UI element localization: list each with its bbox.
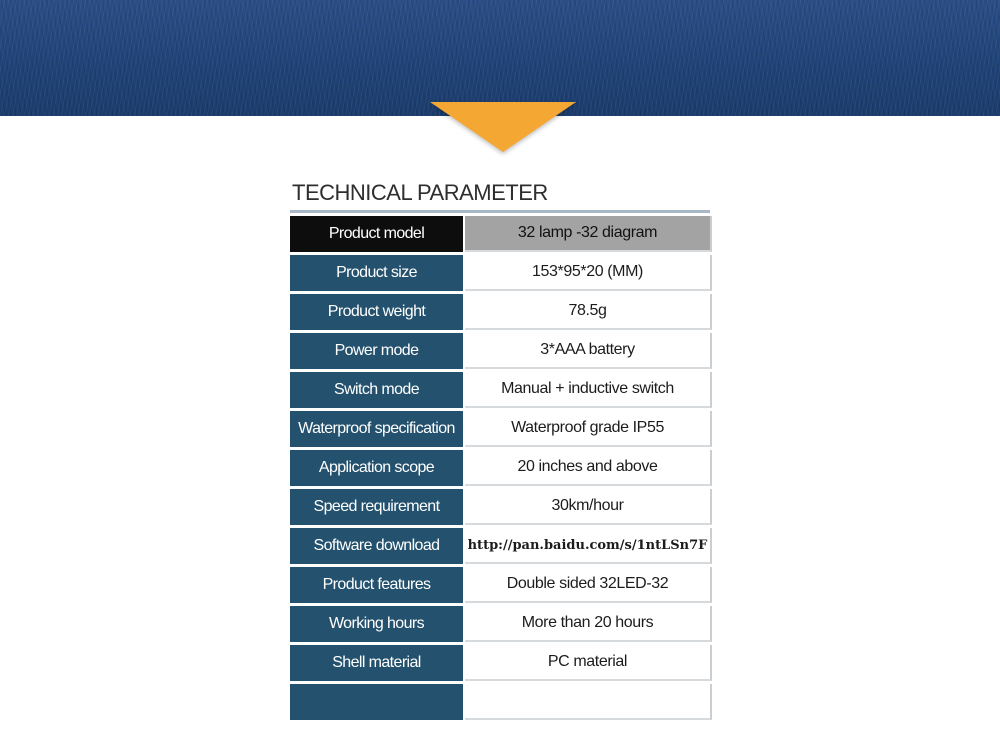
row-value: 3*AAA battery <box>465 333 712 369</box>
chevron-down-icon <box>430 102 576 152</box>
row-label: Application scope <box>290 450 463 486</box>
row-label: Power mode <box>290 333 463 369</box>
table-row <box>290 684 712 720</box>
row-value: Waterproof grade IP55 <box>465 411 712 447</box>
row-label: Software download <box>290 528 463 564</box>
table-row <box>290 489 712 525</box>
table-row <box>290 528 712 564</box>
row-label: Product features <box>290 567 463 603</box>
row-label: Speed requirement <box>290 489 463 525</box>
row-value: 32 lamp -32 diagram <box>465 216 712 252</box>
download-link[interactable]: http://pan.baidu.com/s/1ntLSn7F <box>465 528 712 564</box>
row-label: Product size <box>290 255 463 291</box>
row-value: Double sided 32LED-32 <box>465 567 712 603</box>
table-row <box>290 450 712 486</box>
table-row <box>290 645 712 681</box>
row-label <box>290 684 463 720</box>
page-title: TECHNICAL PARAMETER <box>292 180 548 205</box>
row-value: 30km/hour <box>465 489 712 525</box>
header-banner <box>0 0 1000 116</box>
title-divider <box>290 210 710 213</box>
table-row <box>290 216 712 252</box>
row-value: Manual + inductive switch <box>465 372 712 408</box>
row-value <box>465 684 712 720</box>
row-label: Switch mode <box>290 372 463 408</box>
row-label: Waterproof specification <box>290 411 463 447</box>
row-value: 78.5g <box>465 294 712 330</box>
table-row <box>290 411 712 447</box>
table-row <box>290 333 712 369</box>
row-value: 153*95*20 (MM) <box>465 255 712 291</box>
row-value: More than 20 hours <box>465 606 712 642</box>
table-row <box>290 294 712 330</box>
table-row <box>290 606 712 642</box>
row-label: Product weight <box>290 294 463 330</box>
table-row <box>290 255 712 291</box>
parameter-table <box>290 216 712 720</box>
row-label: Shell material <box>290 645 463 681</box>
table-row <box>290 567 712 603</box>
row-label: Product model <box>290 216 463 252</box>
row-value: 20 inches and above <box>465 450 712 486</box>
row-value: PC material <box>465 645 712 681</box>
table-row <box>290 372 712 408</box>
row-label: Working hours <box>290 606 463 642</box>
